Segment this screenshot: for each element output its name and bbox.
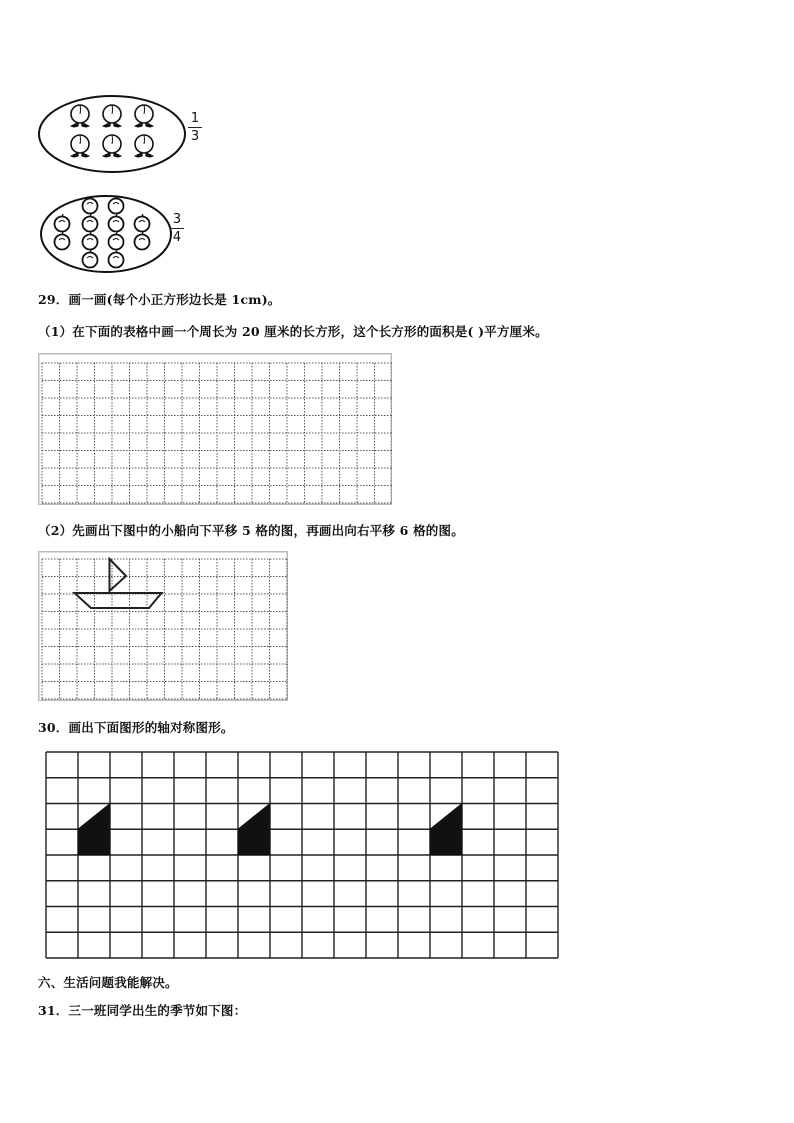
peach-icon xyxy=(70,105,90,128)
peach-icon xyxy=(102,135,122,158)
apple-icon xyxy=(55,232,70,250)
apple-icon xyxy=(83,214,98,232)
apple-icon xyxy=(109,250,124,268)
peach-icon xyxy=(102,105,122,128)
apple-icon xyxy=(83,250,98,268)
question-29-part-2: （2）先画出下图中的小船向下平移 5 格的图，再画出向右平移 6 格的图。 xyxy=(38,523,464,538)
peach-icon xyxy=(134,135,154,158)
section-6-title: 六、生活问题我能解决。 xyxy=(38,975,178,990)
apple-group-oval xyxy=(38,192,174,276)
boat-figure xyxy=(75,559,162,608)
question-30-title: 30．画出下面图形的轴对称图形。 xyxy=(38,720,234,735)
apple-icon xyxy=(109,232,124,250)
apple-icon xyxy=(109,214,124,232)
trapezoid-shape xyxy=(430,804,462,856)
apple-icon xyxy=(109,196,124,214)
apple-icon xyxy=(135,214,150,232)
trapezoid-shape xyxy=(78,804,110,856)
apple-icon xyxy=(55,214,70,232)
rectangle-drawing-grid[interactable] xyxy=(38,353,392,505)
fraction-three-fourths: 3 4 xyxy=(170,212,184,245)
peach-icon xyxy=(70,135,90,158)
boat-translation-grid[interactable] xyxy=(38,551,288,701)
question-29-part-1: （1）在下面的表格中画一个周长为 20 厘米的长方形，这个长方形的面积是( )平方厘米。 xyxy=(38,324,548,339)
symmetry-grid[interactable] xyxy=(44,751,566,959)
question-31-title: 31．三一班同学出生的季节如下图： xyxy=(38,1003,247,1018)
peach-group-oval xyxy=(36,92,188,176)
trapezoid-shape xyxy=(238,804,270,856)
fraction-one-third: 1 3 xyxy=(188,111,202,144)
question-29-title: 29．画一画(每个小正方形边长是 1cm)。 xyxy=(38,292,281,307)
peach-icon xyxy=(134,105,154,128)
apple-icon xyxy=(135,232,150,250)
apple-icon xyxy=(83,232,98,250)
